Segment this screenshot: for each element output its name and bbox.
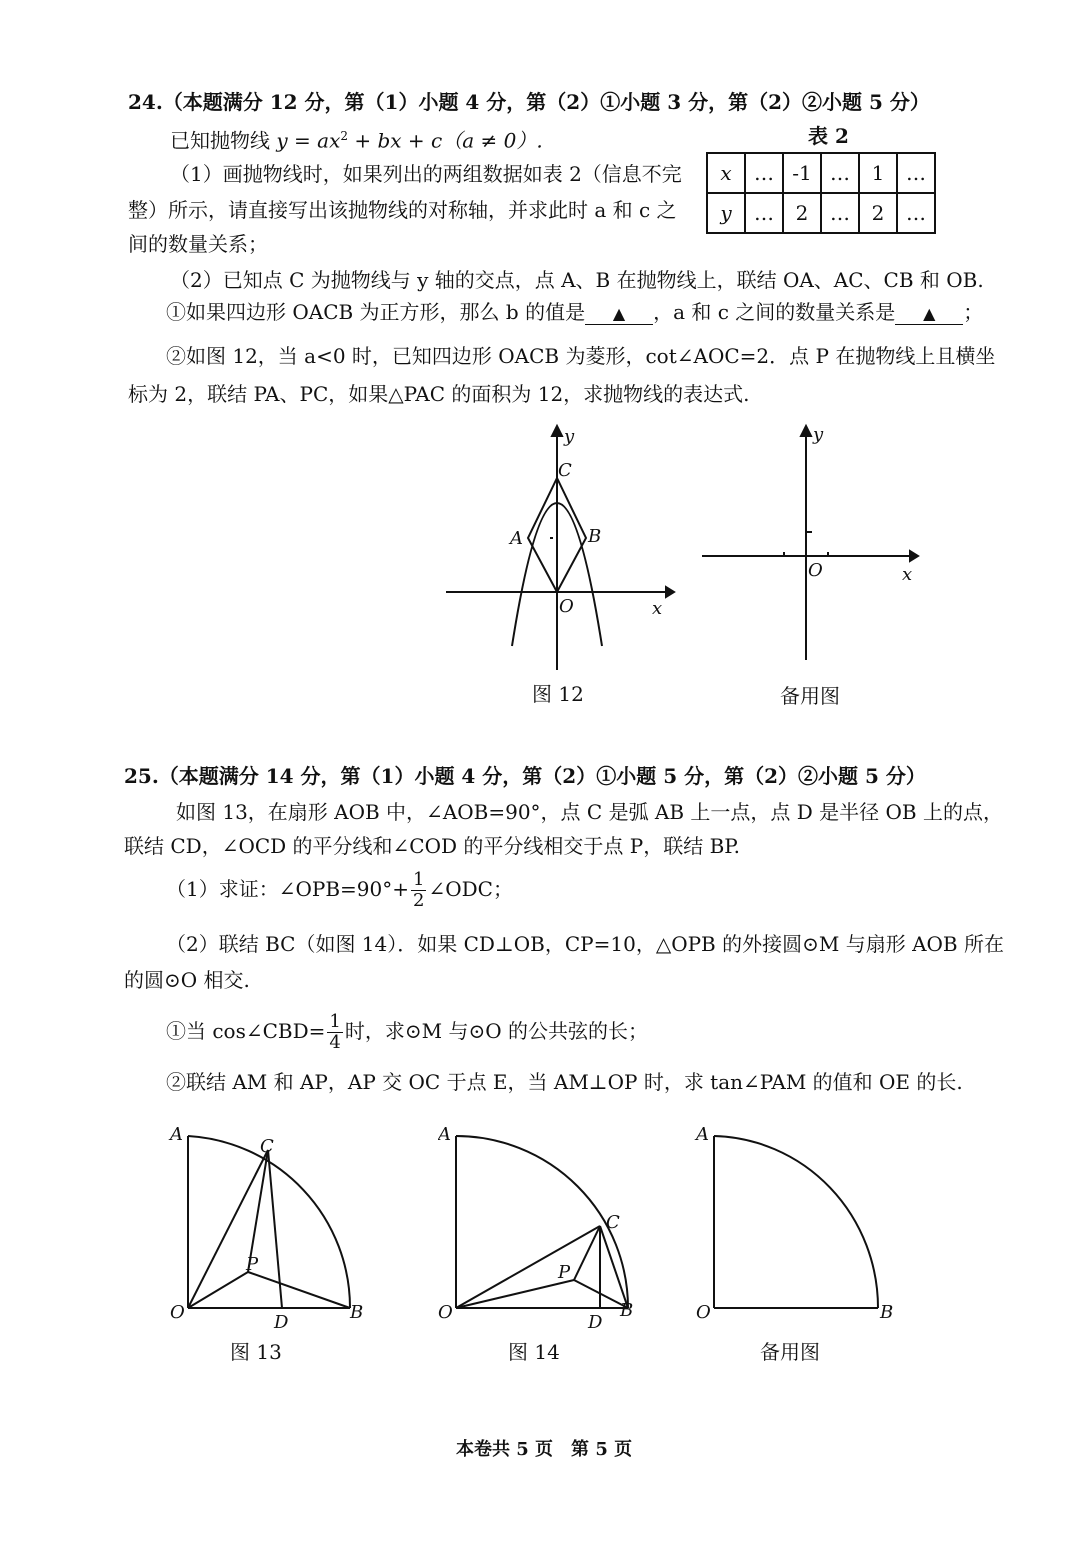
label-p: P bbox=[246, 1254, 259, 1275]
spare-figure-axes bbox=[696, 420, 926, 670]
caption-spare1: 备用图 bbox=[780, 684, 840, 708]
q25-p1-pre: （1）求证：∠OPB=90°+ bbox=[166, 877, 409, 901]
table-cell: y bbox=[707, 193, 745, 233]
label-b: B bbox=[588, 526, 602, 547]
q25-p2a bbox=[166, 1012, 648, 1053]
label-o: O bbox=[808, 560, 823, 581]
y-axis-arrow bbox=[801, 426, 811, 436]
fraction-quarter bbox=[327, 1012, 342, 1053]
q24-given-prefix: 已知抛物线 bbox=[170, 128, 277, 153]
table-row-x bbox=[707, 153, 935, 193]
label-c: C bbox=[606, 1212, 620, 1233]
q24-p1-line1: （1）画抛物线时，如果列出的两组数据如表 2（信息不完 bbox=[170, 162, 682, 186]
caption-fig14: 图 14 bbox=[508, 1340, 560, 1364]
page-footer: 本卷共 5 页 第 5 页 bbox=[456, 1439, 633, 1460]
q25-p2a-post: 时，求⊙M 与⊙O 的公共弦的长； bbox=[344, 1019, 648, 1043]
label-x: x bbox=[652, 598, 663, 619]
figure-14 bbox=[438, 1118, 658, 1338]
label-c: C bbox=[558, 460, 572, 481]
label-b: B bbox=[880, 1302, 894, 1323]
table-cell: … bbox=[745, 153, 783, 193]
label-a: A bbox=[510, 528, 523, 549]
segment-op bbox=[456, 1280, 574, 1308]
q25-intro-line2: 联结 CD，∠OCD 的平分线和∠COD 的平分线相交于点 P，联结 BP. bbox=[124, 834, 741, 858]
q25-p2b: ②联结 AM 和 AP，AP 交 OC 于点 E，当 AM⊥OP 时，求 tan∠PAM 的值和 OE 的长. bbox=[166, 1070, 963, 1094]
table-cell: -1 bbox=[783, 153, 821, 193]
fraction-half bbox=[411, 870, 426, 911]
table-cell: … bbox=[897, 153, 935, 193]
label-o: O bbox=[438, 1302, 453, 1323]
label-d: D bbox=[274, 1312, 289, 1333]
label-b: B bbox=[350, 1302, 364, 1323]
fraction-numerator: 1 bbox=[329, 1011, 341, 1032]
spare-figure-sector bbox=[692, 1118, 912, 1338]
q25-header: 25.（本题满分 14 分，第（1）小题 4 分，第（2）①小题 5 分，第（2）②小题 5 分） bbox=[124, 764, 926, 788]
q24-p2b-line2: 标为 2，联结 PA、PC，如果△PAC 的面积为 12，求抛物线的表达式. bbox=[128, 382, 750, 406]
fraction-denominator: 4 bbox=[329, 1032, 341, 1053]
q24-p1-line3: 间的数量关系； bbox=[128, 232, 268, 256]
label-y: y bbox=[813, 424, 824, 445]
label-y: y bbox=[564, 426, 575, 447]
figure-12 bbox=[440, 420, 680, 680]
label-d: D bbox=[588, 1312, 603, 1333]
label-a: A bbox=[438, 1124, 451, 1145]
label-a: A bbox=[696, 1124, 709, 1145]
q24-given bbox=[170, 122, 543, 155]
table-cell: … bbox=[897, 193, 935, 233]
q24-formula-sup: 2 bbox=[340, 129, 348, 143]
q24-p2a bbox=[166, 298, 983, 326]
q25-p1-post: ∠ODC； bbox=[428, 877, 513, 901]
table-cell: … bbox=[821, 193, 859, 233]
q24-formula-y: y bbox=[276, 128, 288, 153]
q24-p2a-pre: ①如果四边形 OACB 为正方形，那么 b 的值是 bbox=[166, 300, 586, 324]
label-c: C bbox=[260, 1136, 274, 1157]
label-o: O bbox=[559, 596, 574, 617]
table-2 bbox=[706, 152, 936, 234]
q25-p2a-pre: ①当 cos∠CBD= bbox=[166, 1019, 326, 1043]
label-x: x bbox=[902, 564, 913, 585]
q25-intro-line1: 如图 13，在扇形 AOB 中，∠AOB=90°，点 C 是弧 AB 上一点，点 D 是半径 OB 上的点， bbox=[176, 800, 1003, 824]
label-o: O bbox=[696, 1302, 711, 1323]
table-cell: 1 bbox=[859, 153, 897, 193]
q24-header: 24.（本题满分 12 分，第（1）小题 4 分，第（2）①小题 3 分，第（2）②小题 5 分） bbox=[128, 90, 930, 114]
q25-p2-line1: （2）联结 BC（如图 14）．如果 CD⊥OB，CP=10，△OPB 的外接圆⊙M 与扇形 AOB 所在 bbox=[166, 932, 1004, 956]
label-p: P bbox=[558, 1262, 571, 1283]
q24-p2a-mid: ，a 和 c 之间的数量关系是 bbox=[653, 300, 896, 324]
y-axis-arrow bbox=[552, 426, 562, 436]
answer-blank: ▲ bbox=[585, 304, 653, 325]
arc-ab bbox=[456, 1136, 628, 1308]
arc-ab bbox=[714, 1136, 878, 1308]
caption-fig12: 图 12 bbox=[532, 682, 584, 706]
q25-p1 bbox=[166, 870, 513, 911]
table-title: 表 2 bbox=[808, 124, 849, 148]
caption-fig13: 图 13 bbox=[230, 1340, 282, 1364]
q24-p1-line2: 整）所示，请直接写出该抛物线的对称轴，并求此时 a 和 c 之 bbox=[128, 198, 677, 222]
label-a: A bbox=[170, 1124, 183, 1145]
table-cell: x bbox=[707, 153, 745, 193]
q24-formula-ax: = ax bbox=[287, 128, 341, 153]
label-b: B bbox=[620, 1300, 634, 1321]
q24-formula-rest: + bx + c（a ≠ 0）. bbox=[348, 128, 543, 153]
table-cell: … bbox=[745, 193, 783, 233]
x-axis-arrow bbox=[910, 551, 918, 561]
fraction-numerator: 1 bbox=[413, 869, 425, 890]
answer-blank: ▲ bbox=[895, 304, 963, 325]
table-row-y bbox=[707, 193, 935, 233]
segment-oc bbox=[456, 1226, 600, 1308]
figure-13 bbox=[160, 1118, 380, 1338]
x-axis-arrow bbox=[666, 587, 674, 597]
table-cell: 2 bbox=[783, 193, 821, 233]
table-cell: 2 bbox=[859, 193, 897, 233]
segment-pb bbox=[248, 1272, 350, 1308]
fraction-denominator: 2 bbox=[413, 890, 425, 911]
label-o: O bbox=[170, 1302, 185, 1323]
q25-p2-line2: 的圆⊙O 相交. bbox=[124, 968, 250, 992]
q24-p2b-line1: ②如图 12，当 a<0 时，已知四边形 OACB 为菱形，cot∠AOC=2．点 P 在抛物线上且横坐 bbox=[166, 344, 996, 368]
q24-p2a-end: ； bbox=[963, 300, 984, 324]
q24-p2-line1: （2）已知点 C 为抛物线与 y 轴的交点，点 A、B 在抛物线上，联结 OA、AC、CB 和 OB. bbox=[170, 268, 984, 292]
caption-spare2: 备用图 bbox=[760, 1340, 820, 1364]
table-cell: … bbox=[821, 153, 859, 193]
